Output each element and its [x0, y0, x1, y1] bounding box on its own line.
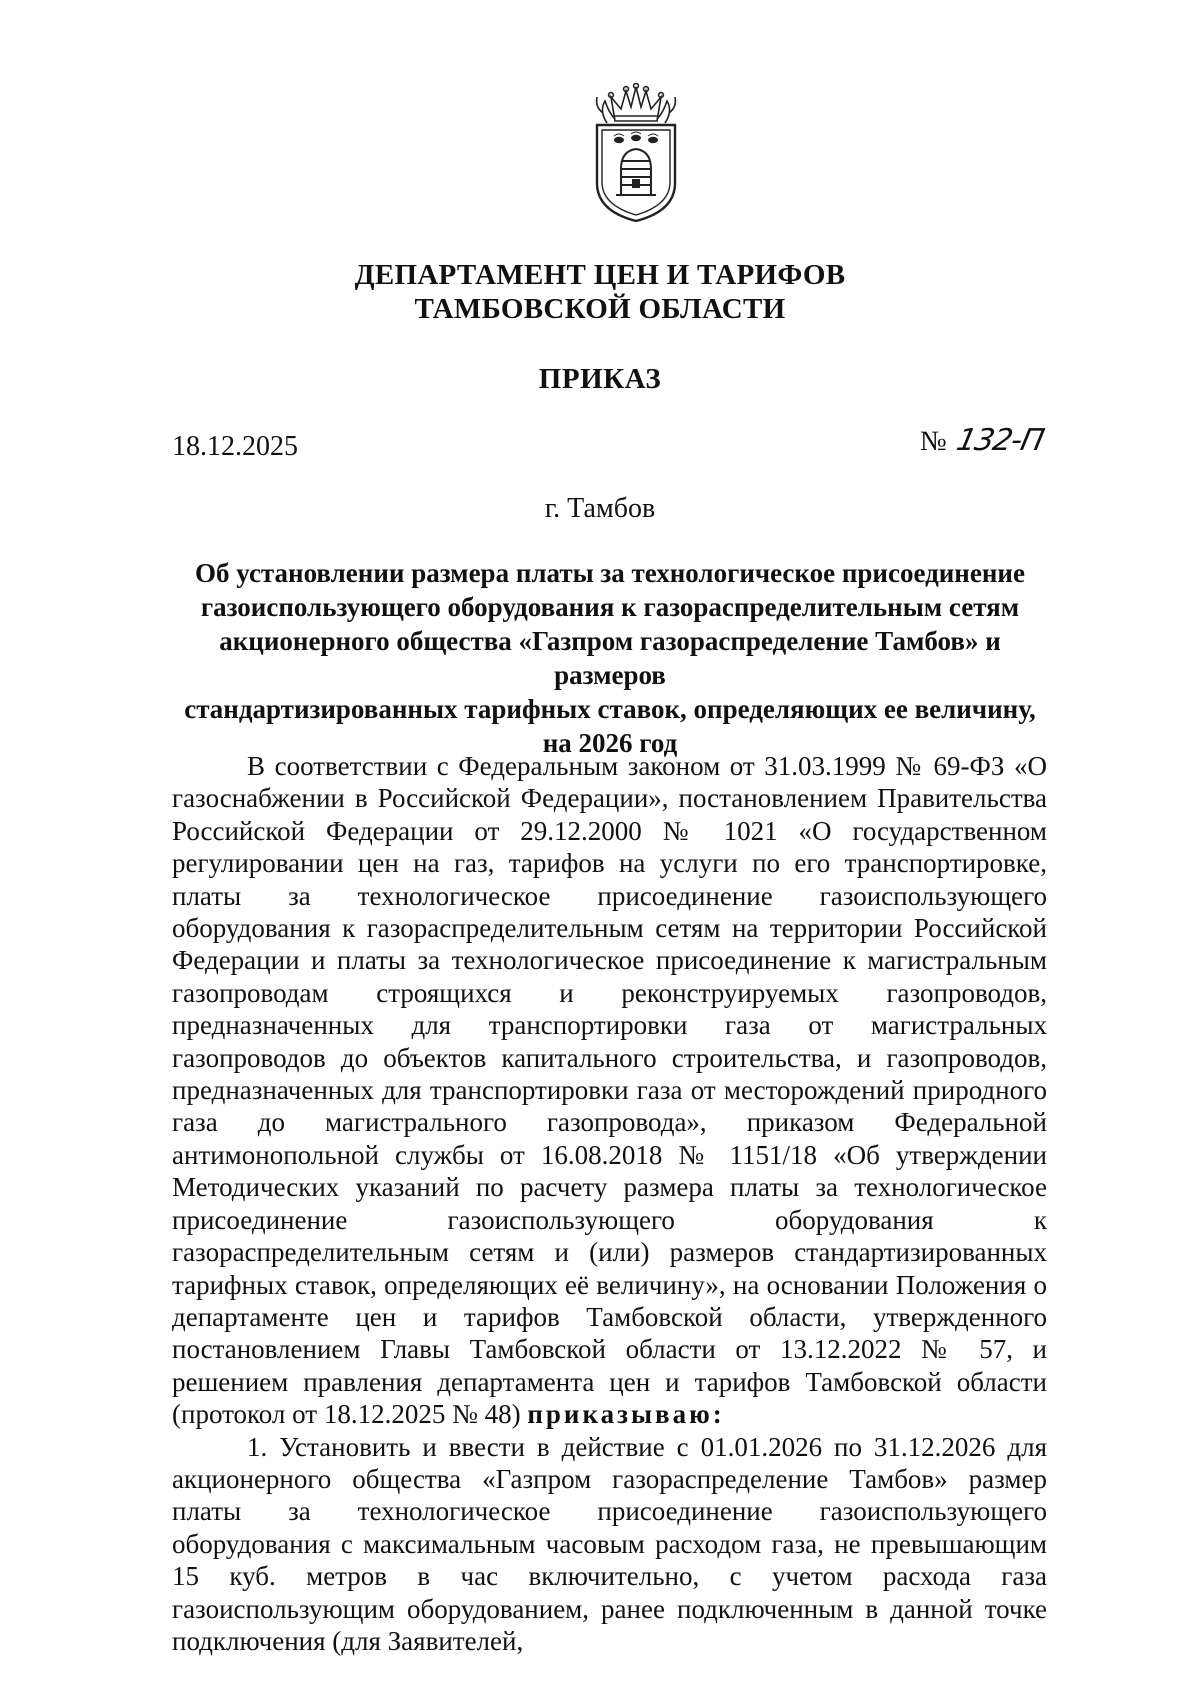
department-line-2: ТАМБОВСКОЙ ОБЛАСТИ [414, 293, 786, 325]
document-number [920, 423, 1047, 459]
document-city: г. Тамбов [544, 493, 656, 524]
paragraph-1-text: В соответствии с Федеральным законом от 31.03.1999 № 69-ФЗ «О газоснабжении в Российской Федерации», постановлением Правительства Российской Федерации от 29.12.2000 № 1021 «О государственном регулировании цен на газ, тарифов на услуги по его транспортировке, платы за технологическое присоединение газоиспользующего оборудования к газораспределительным сетям на территории Российской Федерации и платы за технологическое присоединение к магистральным газопроводам строящихся и реконструируемых газопроводов, предназначенных для транспортировки газа от магистральных газопроводов до объектов капитального строительства, и газопроводов, предназначенных для транспортировки газа от месторождений природного газа до магистрального газопровода», приказом Федеральной антимонопольной службы от 16.08.2018 № 1151/18 «Об утверждении Методических указаний по расчету размера платы за технологическое присоединение газоиспользующего оборудования к газораспределительным сетям и (или) размеров стандартизированных тарифных ставок, определяющих её величину», на основании Положения о департаменте цен и тарифов Тамбовской области, утвержденного постановлением Главы Тамбовской области от 13.12.2022 № 57, и решением правления департамента цен и тарифов Тамбовской области (протокол от 18.12.2025 № 48) [172, 751, 1047, 1430]
coat-of-arms-icon [585, 83, 687, 223]
document-date: 18.12.2025 [172, 431, 298, 462]
department-name [0, 258, 1200, 326]
subject-line-1: Об установлении размера платы за технологическое присоединение [195, 558, 1025, 588]
subject-line-5: на 2026 год [542, 728, 678, 758]
body-paragraph-1 [172, 750, 1047, 1431]
document-subject [160, 556, 1060, 760]
body-paragraph-2: 1. Установить и ввести в действие с 01.01.2026 по 31.12.2026 для акционерного общества «Газпром газораспределение Тамбов» размер платы за технологическое присоединение газоиспользующего оборудования с максимальным часовым расходом газа, не превышающим 15 куб. метров в час включительно, с учетом расхода газа газоиспользующим оборудованием, ранее подключенным в данной точке подключения (для Заявителей, [172, 1431, 1047, 1656]
handwritten-number: 132-П [953, 423, 1047, 458]
document-type: ПРИКАЗ [538, 363, 662, 395]
order-word: приказываю: [527, 1399, 725, 1430]
number-sign: № [920, 426, 947, 457]
subject-line-4: стандартизированных тарифных ставок, определяющих ее величину, [184, 694, 1036, 724]
department-line-1: ДЕПАРТАМЕНТ ЦЕН И ТАРИФОВ [354, 259, 846, 291]
subject-line-2: газоиспользующего оборудования к газораспределительным сетям [200, 592, 1020, 622]
subject-line-3: акционерного общества «Газпром газораспределение Тамбов» и размеров [219, 626, 1001, 690]
document-body [172, 750, 1047, 1657]
